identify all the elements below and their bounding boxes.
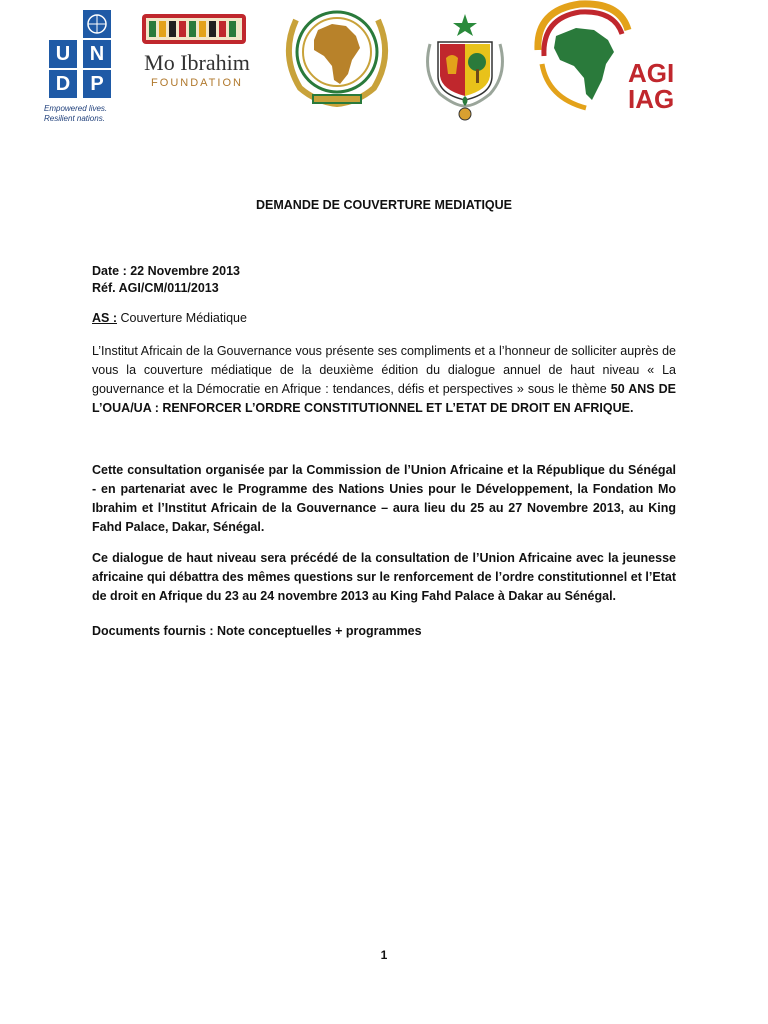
paragraph-introduction: [92, 342, 676, 418]
agi-text: AGI: [628, 58, 675, 88]
undp-letter-p: P: [83, 70, 111, 98]
african-union-emblem: [276, 0, 398, 112]
undp-letter-d: D: [49, 70, 77, 98]
undp-tagline: [44, 104, 107, 124]
african-union-emblem-icon: [276, 0, 398, 112]
paragraph-introduction-theme: 50 ANS DE L’OUA/UA : RENFORCER L’ORDRE CONSTITUTIONNEL ET L’ETAT DE DROIT EN AFRIQUE.: [92, 382, 676, 415]
mo-ibrahim-pattern-icon: [142, 14, 246, 44]
document-reference: Réf. AGI/CM/011/2013: [92, 281, 219, 295]
document-date: Date : 22 Novembre 2013: [92, 264, 240, 278]
subject-label: AS :: [92, 311, 117, 325]
paragraph-consultation: Cette consultation organisée par la Commission de l’Union Africaine et la République du Sénégal - en partenariat avec le Programme des Nations Unies pour le Développement, la Fondation Mo Ibrahim et l’Institut Africain de la Gouvernance – aura lieu du 25 au 27 Novembre 2013, au King Fahd Palace, Dakar, Sénégal.: [92, 463, 676, 534]
senegal-coat-of-arms-icon: [420, 14, 510, 122]
agi-africa-icon: [528, 0, 632, 116]
mo-ibrahim-name: Mo Ibrahim: [144, 50, 250, 75]
undp-letter-n: N: [83, 40, 111, 68]
paragraph-youth-dialogue: Ce dialogue de haut niveau sera précédé de la consultation de l’Union Africaine avec la jeunesse africaine qui débattra des mêmes questions sur le renforcement de l’ordre constitutionnel et l’Etat de droit en Afrique du 23 au 24 novembre 2013 au King Fahd Palace à Dakar au Sénégal.: [92, 551, 676, 603]
documents-provided: Documents fournis : Note conceptuelles + programmes: [92, 624, 422, 638]
iag-text: IAG: [628, 84, 675, 114]
undp-tagline-2: Resilient nations.: [44, 114, 105, 123]
senegal-coat-of-arms: [420, 14, 510, 122]
undp-tagline-1: Empowered lives.: [44, 104, 108, 113]
page-number: 1: [380, 948, 388, 962]
paragraph-introduction-text: L’Institut Africain de la Gouvernance vous présente ses compliments et a l’honneur de solliciter auprès de vous la couverture médiatique de la deuxième édition du dialogue annuel de haut niveau « La gouvernance et la Démocratie en Afrique : tendances, défis et perspectives » sous le thème: [92, 344, 676, 396]
subject-value: Couverture Médiatique: [117, 311, 247, 325]
un-emblem-icon: [83, 10, 111, 38]
header-logos: [0, 0, 768, 130]
document-title: DEMANDE DE COUVERTURE MEDIATIQUE: [255, 198, 513, 212]
undp-letter-u: U: [49, 40, 77, 68]
undp-logo: [44, 10, 124, 122]
subject-line: [92, 311, 247, 325]
mo-ibrahim-foundation: FOUNDATION: [151, 77, 243, 89]
mo-ibrahim-logo: [132, 14, 262, 94]
agi-logo: [528, 0, 678, 116]
